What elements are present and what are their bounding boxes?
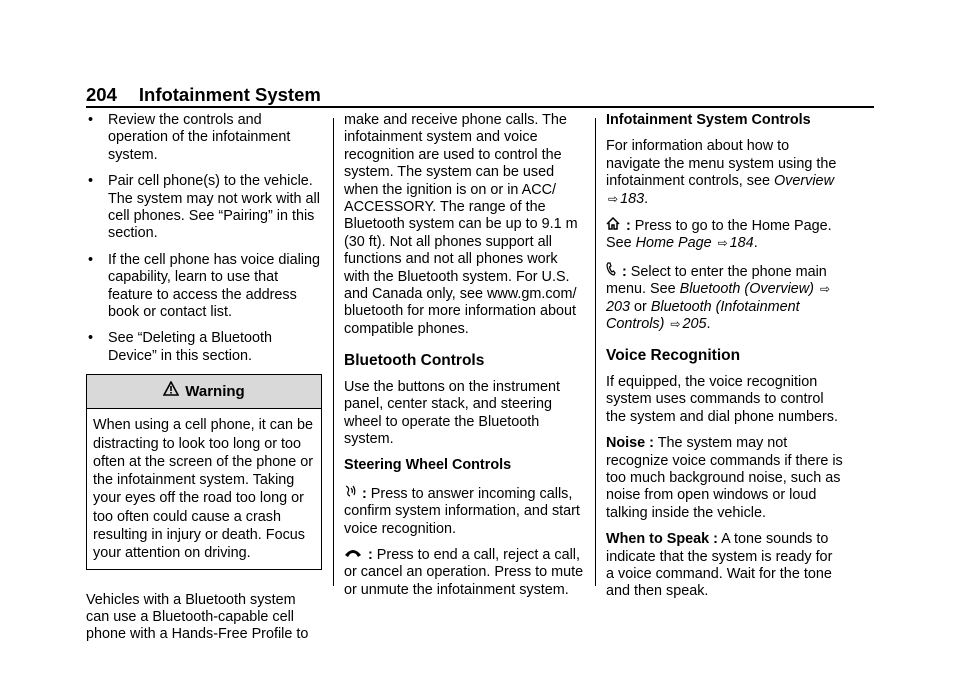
warning-title: Warning	[185, 383, 245, 401]
subheading-infotainment-system-controls: Infotainment System Controls	[606, 112, 811, 128]
end-call-description: : Press to end a call, reject a call, or cancel an operation. Press to mute or unmute the infotainment system.	[344, 546, 584, 598]
noise-label: Noise :	[606, 435, 654, 452]
page-title: Infotainment System	[138, 84, 321, 105]
paragraph: If equipped, the voice recognition system uses commands to control the system and dial phone numbers.	[606, 373, 838, 425]
phone-description: : Select to enter the phone main menu. See Bluetooth (Overview) ⇨203 or Bluetooth (Infotainment Controls) ⇨ 205.	[606, 263, 831, 333]
cross-reference-link[interactable]: Overview	[773, 173, 834, 190]
page-reference[interactable]: 183	[620, 190, 645, 207]
column-divider-2	[595, 118, 596, 586]
warning-text: When using a cell phone, it can be distracting to look too long or too often at the screen of the phone or the infotainment system. Taking your eyes off the road too long or too often could cause a crash resulting in injury or death. Focus your attention on driving.	[93, 417, 314, 562]
cross-reference-link[interactable]: Bluetooth (Overview)	[679, 281, 814, 298]
warning-box	[86, 374, 322, 569]
home-description: : Press to go to the Home Page. See Home Page ⇨ 184.	[606, 218, 832, 252]
column-3	[606, 112, 844, 610]
bullet-item: • See “Deleting a Bluetooth Device” in this section.	[86, 330, 322, 365]
page-number: 204	[86, 84, 117, 105]
push-to-talk-description: : Press to answer incoming calls, confirm system information, and start voice recognition.	[344, 485, 580, 537]
home-icon	[606, 217, 620, 235]
page-reference-arrow-icon: ⇨	[717, 236, 728, 251]
warning-header	[87, 375, 321, 409]
paragraph: Vehicles with a Bluetooth system can use a Bluetooth-capable cell phone with a Hands-Free Profile to	[86, 591, 309, 643]
phone-icon	[606, 262, 616, 281]
paragraph: For information about how to navigate the menu system using the infotainment controls, see Overview ⇨ 183.	[606, 138, 837, 207]
cross-reference-link[interactable]: Home Page	[635, 235, 712, 252]
page-reference[interactable]: 184	[729, 235, 754, 252]
bullet-item: • Pair cell phone(s) to the vehicle. The system may not work with all cell phones. See “Pairing” in this section.	[86, 173, 322, 243]
bullet-item: • Review the controls and operation of the infotainment system.	[86, 112, 322, 164]
bullet-item: • If the cell phone has voice dialing capability, learn to use that feature to access the address book or contact list.	[86, 252, 322, 322]
noise-paragraph: Noise : The system may not recognize voice commands if there is too much background noise, such as noise from open windows or loud talking inside the vehicle.	[606, 435, 843, 521]
section-heading-bluetooth-controls: Bluetooth Controls	[344, 352, 485, 370]
column-2	[344, 112, 584, 608]
page-reference-arrow-icon: ⇨	[670, 317, 681, 332]
page-header	[86, 84, 321, 106]
warning-triangle-icon	[163, 375, 179, 408]
header-rule	[86, 106, 874, 108]
column-1	[86, 112, 322, 653]
paragraph: make and receive phone calls. The infotainment system and voice recognition are used to control the system. The system can be used when the ignition is on or in ACC/ ACCESSORY. The range of the Bluetooth system can be up to 9.1 m (30 ft). Not all phones support all functions and not all phones work with the Bluetooth system. For U.S. and Canada only, see www.gm.com/ bluetooth for more information about compatible phones.	[344, 112, 578, 337]
end-call-icon	[344, 547, 362, 564]
cross-reference-link[interactable]: Bluetooth (Infotainment Controls)	[606, 298, 800, 333]
when-to-speak-label: When to Speak :	[606, 531, 718, 548]
page-reference-arrow-icon: ⇨	[608, 191, 619, 206]
subheading-steering-wheel-controls: Steering Wheel Controls	[344, 457, 512, 474]
column-divider-1	[333, 118, 334, 586]
push-to-talk-icon	[344, 484, 356, 503]
section-heading-voice-recognition: Voice Recognition	[606, 347, 741, 365]
paragraph: Use the buttons on the instrument panel, center stack, and steering wheel to operate the Bluetooth system.	[344, 378, 560, 447]
page-reference-arrow-icon: ⇨	[819, 282, 831, 297]
when-to-speak-paragraph: When to Speak : A tone sounds to indicate that the system is ready for a voice command. Wait for the tone and then speak.	[606, 531, 833, 600]
page-reference[interactable]: 203	[606, 298, 631, 315]
page-reference[interactable]: 205	[682, 316, 707, 333]
